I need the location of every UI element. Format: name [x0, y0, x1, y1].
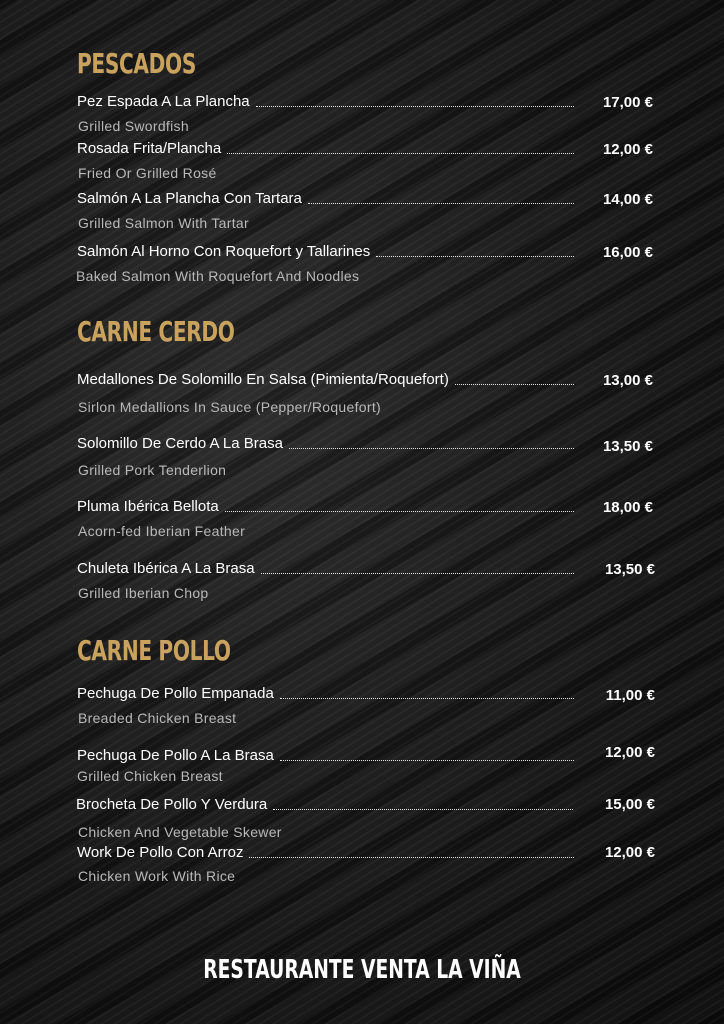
- dotted-leader: [376, 255, 574, 257]
- dish-name: Medallones De Solomillo En Salsa (Pimienta/Roquefort): [77, 371, 449, 388]
- dish-name: Pechuga De Pollo A La Brasa: [77, 747, 274, 764]
- dish-name: Chuleta Ibérica A La Brasa: [77, 560, 255, 577]
- dish-translation: Breaded Chicken Breast: [78, 710, 237, 726]
- dish-name: Solomillo De Cerdo A La Brasa: [77, 435, 283, 452]
- menu-item: [77, 746, 657, 794]
- menu-item: [77, 684, 657, 732]
- menu-item: [77, 92, 657, 140]
- dish-translation: Chicken And Vegetable Skewer: [78, 824, 282, 840]
- dish-translation: Fried Or Grilled Rosé: [78, 165, 217, 181]
- dotted-leader: [308, 202, 574, 204]
- dotted-leader: [261, 572, 574, 574]
- dish-price: 13,50 €: [604, 561, 655, 578]
- dish-price: 13,00 €: [602, 372, 653, 389]
- dish-price: 16,00 €: [602, 244, 653, 261]
- dish-price: 11,00 €: [605, 687, 655, 704]
- dotted-leader: [249, 856, 574, 858]
- section-title-carne-pollo: CARNE POLLO: [77, 634, 231, 667]
- dish-price: 14,00 €: [602, 191, 653, 208]
- dish-price: 12,00 €: [604, 744, 655, 761]
- section-title-pescados: PESCADOS: [77, 47, 196, 80]
- section-title-carne-cerdo: CARNE CERDO: [77, 315, 235, 348]
- dish-price: 18,00 €: [602, 499, 653, 516]
- menu-item: [77, 434, 657, 482]
- dish-translation: Grilled Iberian Chop: [78, 585, 209, 601]
- dish-translation: Acorn-fed Iberian Feather: [78, 523, 246, 539]
- dish-name: Rosada Frita/Plancha: [77, 140, 222, 157]
- dish-price: 12,00 €: [602, 141, 653, 158]
- menu-item: [77, 189, 657, 237]
- dotted-leader: [273, 808, 573, 810]
- dish-translation: Chicken Work With Rice: [78, 868, 236, 884]
- dotted-leader: [225, 510, 574, 512]
- dotted-leader: [280, 697, 574, 699]
- menu-item: [77, 843, 657, 891]
- dish-translation: Baked Salmon With Roquefort And Noodles: [76, 268, 360, 284]
- dotted-leader: [227, 152, 574, 154]
- dish-name: Pluma Ibérica Bellota: [77, 498, 219, 515]
- dish-price: 17,00 €: [602, 94, 653, 111]
- menu-item: [77, 242, 657, 290]
- dish-translation: Grilled Salmon With Tartar: [78, 215, 249, 231]
- dotted-leader: [455, 383, 574, 385]
- dish-name: Brocheta De Pollo Y Verdura: [76, 796, 268, 813]
- dish-name: Pechuga De Pollo Empanada: [77, 685, 274, 702]
- dish-translation: Sirlon Medallions In Sauce (Pepper/Roquefort): [78, 399, 381, 415]
- dish-name: Pez Espada A La Plancha: [77, 93, 250, 110]
- dish-translation: Grilled Pork Tenderlion: [78, 462, 227, 478]
- menu-item: [77, 370, 657, 418]
- dish-price: 12,00 €: [604, 844, 655, 861]
- dotted-leader: [256, 105, 574, 107]
- dish-name: Salmón A La Plancha Con Tartara: [77, 190, 302, 207]
- dotted-leader: [280, 759, 574, 761]
- menu-item: [77, 559, 657, 607]
- dotted-leader: [289, 447, 574, 449]
- menu-item: [77, 497, 657, 545]
- menu-item: [77, 139, 657, 187]
- dish-name: Salmón Al Horno Con Roquefort y Tallarines: [77, 243, 371, 260]
- dish-price: 13,50 €: [602, 438, 653, 455]
- restaurant-name: RESTAURANTE VENTA LA VIÑA: [203, 955, 521, 985]
- dish-translation: Grilled Chicken Breast: [77, 768, 223, 784]
- menu-item: [77, 795, 657, 843]
- dish-name: Work De Pollo Con Arroz: [77, 844, 244, 861]
- dish-price: 15,00 €: [604, 796, 655, 813]
- dish-translation: Grilled Swordfish: [78, 118, 189, 134]
